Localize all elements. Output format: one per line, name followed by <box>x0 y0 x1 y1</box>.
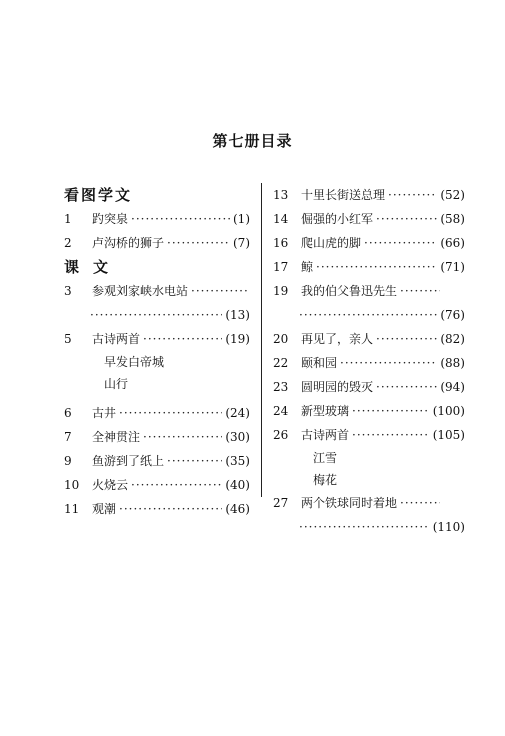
dot-leader <box>191 279 247 303</box>
toc-entry[interactable] <box>64 401 250 425</box>
entry-number: 22 <box>273 356 289 370</box>
dot-leader <box>131 473 222 497</box>
toc-entry[interactable] <box>64 207 250 231</box>
entry-page: (94) <box>440 380 465 394</box>
entry-title: 新型玻璃 <box>301 404 350 418</box>
entry-number: 7 <box>64 430 72 444</box>
toc-entry[interactable] <box>273 279 465 303</box>
entry-number: 3 <box>64 284 72 298</box>
entry-number: 19 <box>273 284 289 298</box>
toc-entry[interactable] <box>64 497 250 521</box>
entry-page: (110) <box>432 520 465 534</box>
entry-title: 颐和园 <box>301 356 338 370</box>
dot-leader <box>352 399 430 423</box>
toc-entry[interactable] <box>273 231 465 255</box>
toc-entry[interactable] <box>64 231 250 255</box>
dot-leader <box>316 255 437 279</box>
entry-page: (1) <box>233 212 250 226</box>
entry-page: (105) <box>432 428 465 442</box>
page-title: 第七册目录 <box>212 132 293 150</box>
toc-entry[interactable] <box>64 473 250 497</box>
entry-number: 13 <box>273 188 289 202</box>
entry-number: 17 <box>273 260 289 274</box>
column-divider <box>261 183 262 497</box>
entry-title: 古井 <box>92 406 117 420</box>
dot-leader <box>119 401 222 425</box>
entry-title: 鱼游到了纸上 <box>92 454 165 468</box>
toc-entry[interactable] <box>273 351 465 375</box>
toc-entry[interactable] <box>64 327 250 351</box>
toc-entry[interactable] <box>273 399 465 423</box>
entry-page: (100) <box>432 404 465 418</box>
entry-number: 26 <box>273 428 289 442</box>
entry-number: 6 <box>64 406 72 420</box>
entry-number: 27 <box>273 496 289 510</box>
dot-leader <box>167 449 222 473</box>
entry-title: 卢沟桥的狮子 <box>92 236 165 250</box>
toc-right-column <box>273 183 465 539</box>
entry-title: 观潮 <box>92 502 117 516</box>
entry-title: 圆明园的毁灭 <box>301 380 374 394</box>
entry-number: 23 <box>273 380 289 394</box>
entry-page: (30) <box>225 430 250 444</box>
toc-entry[interactable] <box>273 375 465 399</box>
toc-entry[interactable] <box>64 279 250 303</box>
entry-page: (7) <box>233 236 250 250</box>
entry-number: 10 <box>64 478 80 492</box>
toc-entry[interactable] <box>273 423 465 447</box>
entry-title: 十里长街送总理 <box>301 188 386 202</box>
poem-title[interactable]: 山行 <box>104 377 129 391</box>
entry-page: (66) <box>440 236 465 250</box>
entry-number: 20 <box>273 332 289 346</box>
dot-leader <box>340 351 437 375</box>
entry-number: 1 <box>64 212 72 226</box>
toc-entry[interactable] <box>64 425 250 449</box>
entry-page: (13) <box>225 308 250 322</box>
section-heading: 课文 <box>64 258 123 276</box>
dot-leader <box>143 425 222 449</box>
entry-number: 24 <box>273 404 289 418</box>
entry-page: (24) <box>225 406 250 420</box>
entry-title: 鲸 <box>301 260 314 274</box>
dot-leader <box>364 231 437 255</box>
entry-page: (88) <box>440 356 465 370</box>
entry-title: 参观刘家峡水电站 <box>92 284 189 298</box>
section-heading: 看图学文 <box>64 186 133 204</box>
dot-leader <box>376 207 437 231</box>
entry-page: (19) <box>225 332 250 346</box>
dot-leader <box>376 375 437 399</box>
entry-number: 11 <box>64 502 80 516</box>
entry-title: 古诗两首 <box>301 428 350 442</box>
toc-entry-continuation[interactable] <box>273 515 465 539</box>
dot-leader <box>131 207 230 231</box>
entry-page: (58) <box>440 212 465 226</box>
dot-leader <box>90 303 222 327</box>
entry-number: 5 <box>64 332 72 346</box>
dot-leader <box>400 491 440 515</box>
entry-page: (76) <box>440 308 465 322</box>
entry-number: 14 <box>273 212 289 226</box>
entry-page: (35) <box>225 454 250 468</box>
toc-entry-continuation[interactable] <box>64 303 250 327</box>
entry-page: (82) <box>440 332 465 346</box>
entry-number: 16 <box>273 236 289 250</box>
entry-title: 爬山虎的脚 <box>301 236 362 250</box>
toc-entry[interactable] <box>273 327 465 351</box>
entry-page: (46) <box>225 502 250 516</box>
poem-title[interactable]: 梅花 <box>313 473 338 487</box>
toc-entry[interactable] <box>64 449 250 473</box>
entry-title: 我的伯父鲁迅先生 <box>301 284 398 298</box>
toc-left-column <box>64 183 250 521</box>
entry-title: 两个铁球同时着地 <box>301 496 398 510</box>
entry-number: 2 <box>64 236 72 250</box>
entry-page: (71) <box>440 260 465 274</box>
entry-page: (40) <box>225 478 250 492</box>
toc-entry[interactable] <box>273 207 465 231</box>
entry-title: 趵突泉 <box>92 212 129 226</box>
entry-title: 古诗两首 <box>92 332 141 346</box>
entry-page: (52) <box>440 188 465 202</box>
dot-leader <box>299 515 430 539</box>
toc-entry[interactable] <box>273 491 465 515</box>
poem-title[interactable]: 江雪 <box>313 451 338 465</box>
toc-entry[interactable] <box>273 183 465 207</box>
entry-number: 9 <box>64 454 72 468</box>
dot-leader <box>143 327 222 351</box>
entry-title: 全神贯注 <box>92 430 141 444</box>
dot-leader <box>400 279 440 303</box>
dot-leader <box>388 183 437 207</box>
toc-entry-continuation[interactable] <box>273 303 465 327</box>
entry-title: 火烧云 <box>92 478 129 492</box>
entry-title: 倔强的小红军 <box>301 212 374 226</box>
dot-leader <box>376 327 437 351</box>
entry-title: 再见了，亲人 <box>301 332 374 346</box>
dot-leader <box>167 231 230 255</box>
dot-leader <box>299 303 437 327</box>
dot-leader <box>352 423 430 447</box>
dot-leader <box>119 497 222 521</box>
toc-entry[interactable] <box>273 255 465 279</box>
poem-title[interactable]: 早发白帝城 <box>104 355 165 369</box>
